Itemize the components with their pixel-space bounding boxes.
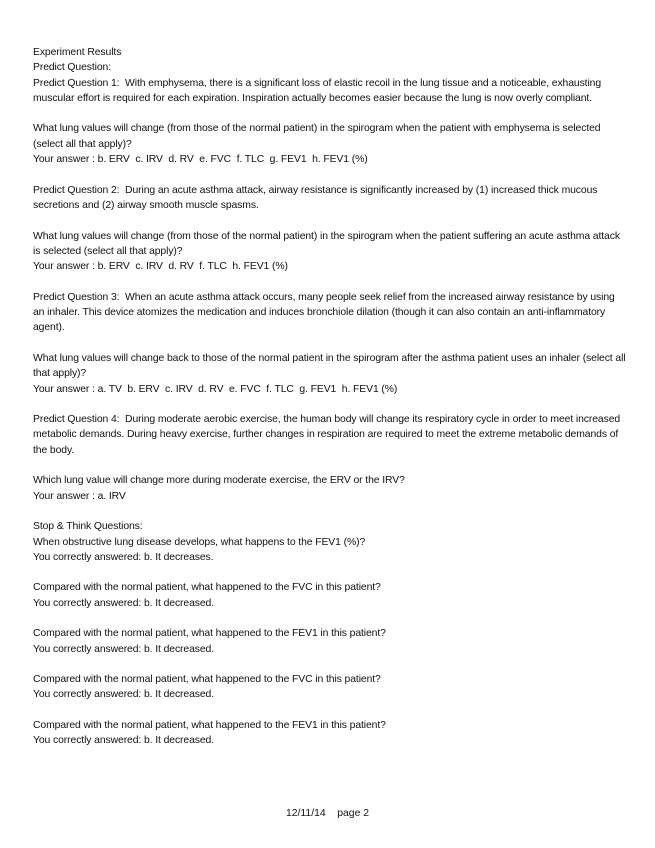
footer-date: 12/11/14 xyxy=(285,808,326,819)
predict-question-3-answer: Your answer : a. TV b. ERV c. IRV d. RV e. FVC f. TLC g. FEV1 h. FEV1 (%) xyxy=(33,383,398,395)
predict-question-4-answer: Your answer : a. IRV xyxy=(33,490,126,502)
predict-question-2-answer: Your answer : b. ERV c. IRV d. RV f. TLC h. FEV1 (%) xyxy=(33,261,288,273)
predict-question-1-question: What lung values will change (from those of the normal patient) in the spirogram when the patient with emphysema is selected (select all that apply)? xyxy=(33,123,604,150)
spacer xyxy=(33,213,628,228)
footer-page-number: page 2 xyxy=(337,808,370,819)
stop-think-answer-3: You correctly answered: b. It decreased. xyxy=(33,643,215,655)
stop-think-answer-4: You correctly answered: b. It decreased. xyxy=(33,689,215,701)
stop-think-question-1: When obstructive lung disease develops, what happens to the FEV1 (%)? xyxy=(33,536,366,548)
predict-question-3-question: What lung values will change back to those of the normal patient in the spirogram after the asthma patient uses an inhaler (select all that apply)? xyxy=(33,352,629,380)
spacer xyxy=(33,703,628,718)
spacer xyxy=(33,106,628,121)
stop-think-question-2: Compared with the normal patient, what happened to the FVC in this patient? xyxy=(33,582,381,594)
predict-question-4-text: Predict Question 4: During moderate aerobic exercise, the human body will change its respiratory cycle in order to meet increased metabolic demands. During heavy exercise, further changes in respiration are required to meet the extreme metabolic demands of the body. xyxy=(33,414,623,456)
spacer xyxy=(33,274,628,289)
predict-question-heading: Predict Question: xyxy=(33,62,112,74)
spacer xyxy=(33,565,628,580)
spacer xyxy=(33,336,628,351)
spacer xyxy=(33,611,628,626)
stop-think-answer-5: You correctly answered: b. It decreased. xyxy=(33,735,215,747)
experiment-results-title: Experiment Results xyxy=(33,47,122,58)
stop-think-question-5: Compared with the normal patient, what happened to the FEV1 in this patient? xyxy=(33,720,386,732)
predict-question-2-text: Predict Question 2: During an acute asthma attack, airway resistance is significantly increased by (1) increased thick mucous secretions and (2) airway smooth muscle spasms. xyxy=(33,184,601,211)
spacer xyxy=(33,657,628,672)
document-body xyxy=(33,45,628,749)
stop-think-question-4: Compared with the normal patient, what happened to the FVC in this patient? xyxy=(33,674,381,686)
predict-question-1-answer: Your answer : b. ERV c. IRV d. RV e. FVC f. TLC g. FEV1 h. FEV1 (%) xyxy=(33,154,368,166)
predict-question-3-text: Predict Question 3: When an acute asthma attack occurs, many people seek relief from the increased airway resistance by using an inhaler. This device atomizes the medication and induces bronchiole dilation (though it can also contain an anti-inflammatory agent). xyxy=(33,291,618,334)
page-footer xyxy=(0,808,655,819)
stop-think-question-3: Compared with the normal patient, what happened to the FEV1 in this patient? xyxy=(33,628,386,640)
spacer xyxy=(33,504,628,519)
predict-question-2-question: What lung values will change (from those of the normal patient) in the spirogram when the patient suffering an acute asthma attack is selected (select all that apply)? xyxy=(33,230,623,257)
stop-think-answer-2: You correctly answered: b. It decreased. xyxy=(33,597,215,609)
predict-question-1-text: Predict Question 1: With emphysema, there is a significant loss of elastic recoil in the lung tissue and a noticeable, exhausting muscular effort is required for each expiration. Inspiration actually becomes easier because the lung is now overly compliant. xyxy=(33,77,604,104)
spacer xyxy=(33,458,628,473)
stop-think-answer-1: You correctly answered: b. It decreases. xyxy=(33,551,214,563)
spacer xyxy=(33,397,628,412)
stop-think-heading: Stop & Think Questions: xyxy=(33,521,143,533)
spacer xyxy=(33,167,628,182)
predict-question-4-question: Which lung value will change more during moderate exercise, the ERV or the IRV? xyxy=(33,475,405,487)
